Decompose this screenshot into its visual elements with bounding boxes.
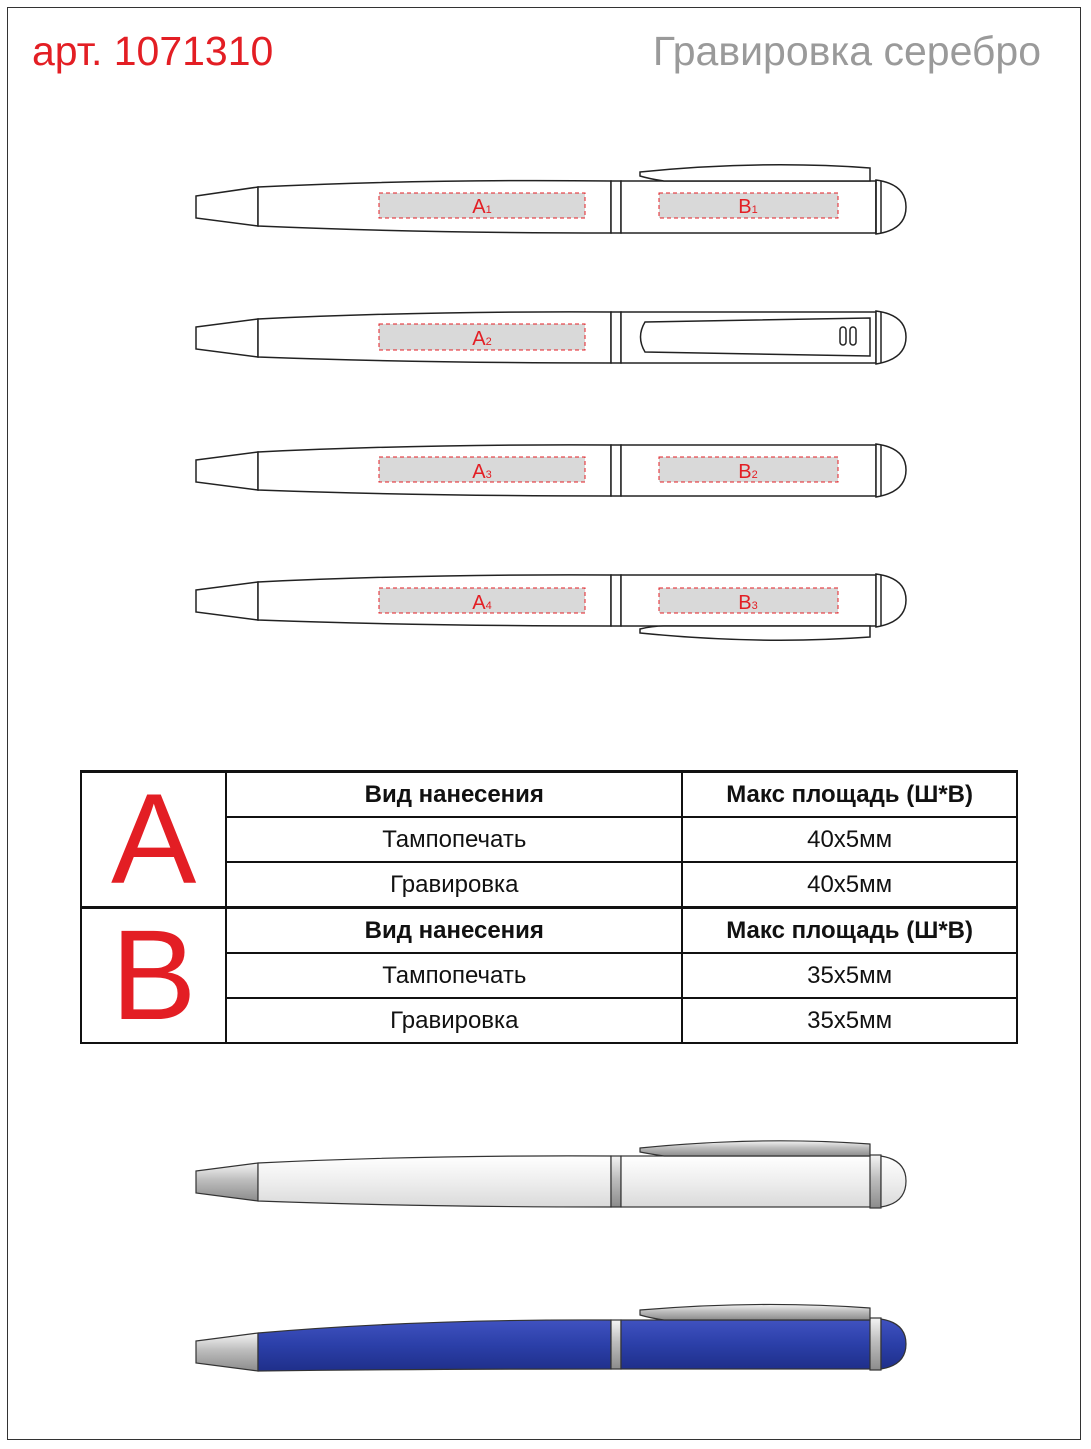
- pen-view-2: [196, 311, 906, 364]
- table-row: [81, 908, 1017, 954]
- pen-silver-photo: [196, 1141, 906, 1208]
- zone-label-A1: A1: [472, 196, 492, 218]
- area-cell: 40x5мм: [682, 817, 1017, 862]
- area-cell: 35x5мм: [682, 953, 1017, 998]
- zone-label-B3: B3: [738, 592, 758, 614]
- column-header-max-area: Макс площадь (Ш*В): [682, 772, 1017, 818]
- method-cell: Гравировка: [226, 998, 682, 1043]
- zone-letter-A: A: [81, 772, 226, 908]
- article-number: арт. 1071310: [32, 28, 274, 74]
- zone-label-B2: B2: [738, 461, 758, 483]
- column-header-max-area: Макс площадь (Ш*В): [682, 908, 1017, 954]
- zone-label-B1: B1: [738, 196, 758, 218]
- print-method-title: Гравировка серебро: [652, 28, 1041, 74]
- zone-label-A2: A2: [472, 328, 492, 350]
- print-areas-table: [80, 767, 1018, 1047]
- table-row: [81, 772, 1017, 818]
- area-cell: 35x5мм: [682, 998, 1017, 1043]
- pen-view-1: [196, 165, 906, 234]
- column-header-method: Вид нанесения: [226, 772, 682, 818]
- column-header-method: Вид нанесения: [226, 908, 682, 954]
- method-cell: Тампопечать: [226, 817, 682, 862]
- pen-blue-photo: [196, 1304, 906, 1371]
- pen-view-3: [196, 444, 906, 497]
- zone-label-A4: A4: [472, 592, 492, 614]
- zone-letter-B: B: [81, 908, 226, 1044]
- area-cell: 40x5мм: [682, 862, 1017, 908]
- method-cell: Гравировка: [226, 862, 682, 908]
- method-cell: Тампопечать: [226, 953, 682, 998]
- zone-label-A3: A3: [472, 461, 492, 483]
- pen-view-4: [196, 574, 906, 640]
